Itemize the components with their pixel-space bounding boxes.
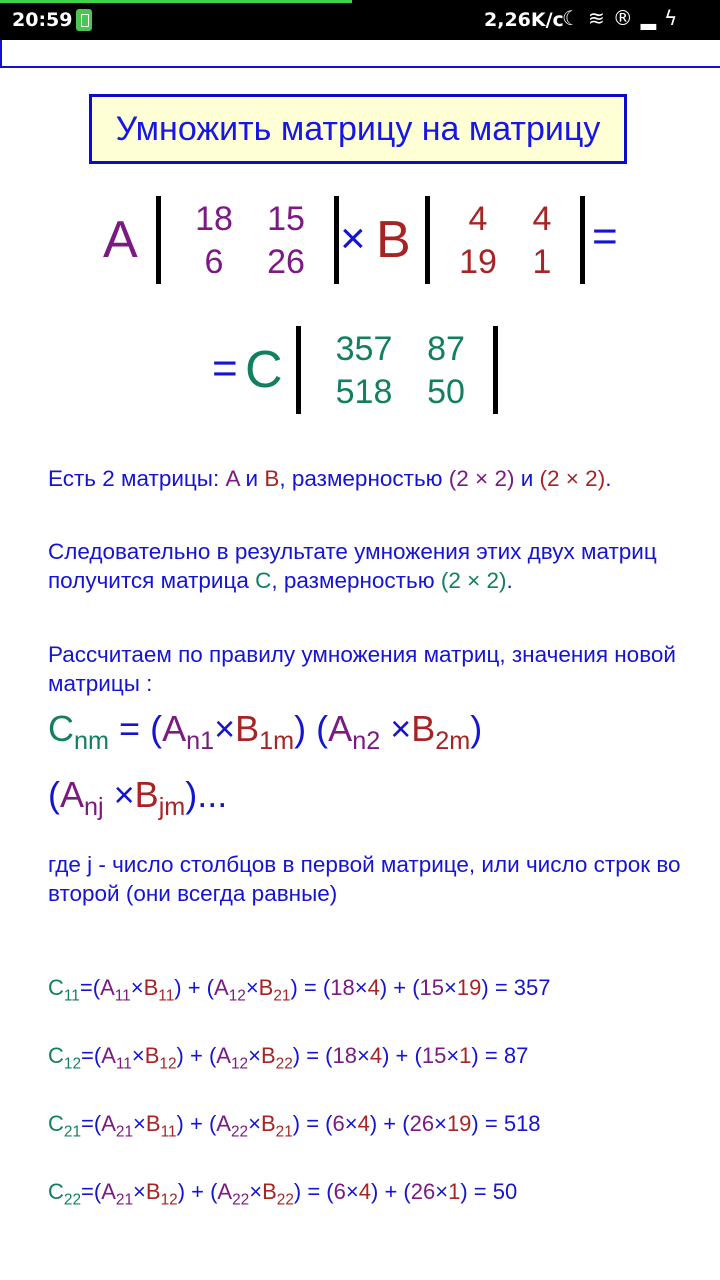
calc-operator: ( — [92, 975, 101, 1000]
calc-term: 21 — [115, 1123, 134, 1141]
calc-operator: × — [345, 1179, 359, 1204]
calc-result: 357 — [513, 975, 551, 1000]
calc-matrix-ref: A — [216, 1043, 231, 1068]
calc-result: 518 — [503, 1111, 541, 1136]
formula-paren: ( — [48, 774, 60, 815]
calc-operator: × — [344, 1111, 358, 1136]
calc-operator: ) — [481, 975, 489, 1000]
calc-operator: ) = ( — [290, 975, 331, 1000]
calc-term: 4 — [358, 1179, 371, 1204]
formula-paren: ( — [316, 708, 329, 749]
wifi-icon: ≋ — [587, 6, 613, 30]
calc-matrix-ref: A — [101, 1179, 116, 1204]
paragraph-result-info — [48, 537, 688, 595]
calc-operator: ) = ( — [293, 1179, 334, 1204]
calc-matrix-ref: B — [144, 1043, 160, 1068]
text: , размерностью — [279, 466, 449, 491]
calc-operator: = — [488, 975, 514, 1000]
calc-term: C — [48, 975, 64, 1000]
calc-term: 21 — [275, 1123, 293, 1141]
status-time: 20:59 — [12, 9, 73, 31]
formula-times: × — [390, 708, 412, 749]
matrix-c-cell: 50 — [427, 373, 465, 411]
calc-matrix-ref: B — [258, 975, 274, 1000]
times-sign: × — [340, 214, 366, 263]
calc-term: C — [48, 1179, 64, 1204]
formula-a: A — [162, 708, 187, 749]
text: Следовательно в результате умножения этих двух матриц получится матрица — [48, 539, 657, 593]
calc-operator: × — [446, 1043, 460, 1068]
calc-operator: = — [478, 1111, 504, 1136]
calc-operator: ( — [93, 1043, 102, 1068]
status-icons — [562, 6, 685, 30]
calc-operator: ( — [93, 1111, 102, 1136]
calc-matrix-ref: A — [214, 975, 229, 1000]
calculation-line — [48, 974, 708, 1009]
matrix-c-dim: (2 × 2) — [440, 568, 507, 593]
matrix-b-cell: 1 — [532, 243, 552, 281]
matrix-c-ref: C — [255, 568, 272, 593]
flash-icon: ϟ — [664, 6, 686, 30]
calc-term: 19 — [446, 1111, 472, 1136]
calc-term: 21 — [273, 987, 291, 1005]
formula-c: C — [48, 708, 74, 749]
calc-term: 15 — [419, 975, 445, 1000]
matrix-b-cell: 4 — [468, 200, 488, 238]
calc-matrix-ref: B — [262, 1179, 277, 1204]
page-title: Умножить матрицу на матрицу — [89, 94, 627, 164]
calc-term: 11 — [114, 987, 131, 1005]
calc-term: 11 — [63, 987, 80, 1005]
matrix-a-bar-right — [334, 196, 339, 284]
calc-matrix-ref: B — [145, 1111, 161, 1136]
calc-matrix-ref: A — [101, 1043, 116, 1068]
calc-operator: ) = ( — [292, 1111, 333, 1136]
matrix-b-bar-left — [425, 196, 430, 284]
matrix-b-ref: B — [264, 466, 280, 491]
matrix-a-dim: (2 × 2) — [448, 466, 515, 491]
calc-matrix-ref: A — [100, 975, 115, 1000]
calc-operator: × — [133, 1179, 146, 1204]
signal-icon: ▂ — [640, 6, 665, 30]
matrix-a-ref: A — [225, 466, 240, 491]
calc-operator: ) — [471, 1111, 479, 1136]
calculation-line — [48, 1042, 708, 1077]
calc-term: 12 — [159, 1055, 177, 1073]
calc-term: 11 — [115, 1055, 132, 1073]
calc-term: 22 — [230, 1123, 249, 1141]
formula-sub: nj — [84, 793, 104, 822]
moon-icon: ☾ — [562, 6, 588, 30]
text: . — [605, 466, 612, 491]
registered-icon: ® — [612, 6, 641, 30]
calc-operator: × — [434, 1111, 447, 1136]
calc-term: 15 — [421, 1043, 447, 1068]
calc-operator: = — [81, 1043, 94, 1068]
text: и — [514, 466, 540, 491]
calc-term: 1 — [459, 1043, 472, 1068]
calc-term: 21 — [63, 1123, 82, 1141]
calc-operator: × — [248, 1111, 261, 1136]
calculation-line — [48, 1110, 708, 1145]
previous-section-box — [0, 40, 720, 68]
formula-b: B — [134, 774, 159, 815]
calc-operator: = — [81, 1111, 94, 1136]
calc-operator: ) + ( — [176, 1043, 217, 1068]
calc-term: 12 — [228, 987, 246, 1005]
calc-operator: = — [81, 1179, 94, 1204]
calc-result: 50 — [492, 1179, 518, 1204]
paragraph-rule: Рассчитаем по правилу умножения матриц, значения новой матрицы : — [48, 642, 676, 696]
matrix-c-cell: 87 — [427, 330, 465, 368]
calc-operator: × — [249, 1179, 263, 1204]
calc-operator: × — [354, 975, 368, 1000]
calc-term: 18 — [332, 1043, 357, 1068]
calc-term: 22 — [276, 1191, 294, 1209]
paragraph-j-note: где j - число столбцов в первой матрице, или число строк во второй (они всегда равные) — [48, 852, 681, 906]
formula-ellipsis: ... — [197, 774, 228, 815]
calc-matrix-ref: A — [217, 1179, 233, 1204]
matrix-a-cell: 18 — [195, 200, 233, 238]
formula-times: × — [113, 774, 135, 815]
calc-term: 18 — [330, 975, 355, 1000]
calc-term: 4 — [357, 1111, 370, 1136]
calc-term: 12 — [63, 1055, 82, 1073]
battery-icon — [76, 9, 92, 31]
calc-term: 11 — [158, 987, 175, 1005]
formula-times: × — [214, 708, 236, 749]
matrix-a-bar-left — [156, 196, 161, 284]
formula-paren: ) — [185, 774, 198, 815]
matrix-b-dim: (2 × 2) — [539, 466, 606, 491]
equals-sign: = — [592, 212, 618, 261]
formula-a: A — [328, 708, 353, 749]
matrix-c-bar-left — [296, 326, 301, 414]
text: и — [239, 466, 265, 491]
calc-matrix-ref: A — [216, 1111, 231, 1136]
text: . — [506, 568, 513, 593]
calc-operator: × — [245, 975, 259, 1000]
calc-operator: ) — [460, 1179, 468, 1204]
calc-operator: × — [356, 1043, 370, 1068]
calc-matrix-ref: B — [145, 1179, 161, 1204]
formula-sub: nm — [74, 727, 109, 756]
formula-sub: 1m — [259, 727, 295, 756]
text: Есть 2 матрицы: — [48, 466, 226, 491]
matrix-b-cell: 19 — [459, 243, 497, 281]
calc-result: 87 — [503, 1043, 529, 1068]
calc-term: 11 — [160, 1123, 177, 1141]
matrix-c-cell: 518 — [335, 373, 393, 411]
matrix-a-cell: 6 — [204, 243, 224, 281]
calc-term: 4 — [369, 1043, 383, 1068]
matrix-a-cell: 26 — [267, 243, 305, 281]
formula-b: B — [235, 708, 260, 749]
status-net-speed: 2,26K/c — [484, 9, 564, 31]
calc-term: 6 — [332, 1111, 345, 1136]
calc-operator: ) + ( — [382, 1043, 422, 1068]
calc-operator: × — [435, 1179, 449, 1204]
calc-operator: ) + ( — [177, 1179, 218, 1204]
calc-operator: = — [79, 975, 93, 1000]
calc-operator: ) = ( — [292, 1043, 333, 1068]
formula-paren: ( — [150, 708, 163, 749]
formula-eq: = — [119, 708, 141, 749]
formula-a: A — [60, 774, 85, 815]
calc-matrix-ref: B — [260, 1043, 276, 1068]
matrix-c-bar-right — [493, 326, 498, 414]
formula-sub: 2m — [435, 727, 471, 756]
calc-matrix-ref: B — [260, 1111, 276, 1136]
calc-operator: × — [248, 1043, 261, 1068]
calc-operator: × — [130, 975, 144, 1000]
paragraph-matrices-info — [48, 464, 688, 493]
calc-term: C — [48, 1043, 64, 1068]
calculation-line — [48, 1178, 708, 1213]
matrix-c-cell: 357 — [335, 330, 393, 368]
matrix-a-cell: 15 — [267, 200, 305, 238]
general-formula-line1 — [48, 708, 482, 756]
matrix-b-cell: 4 — [532, 200, 552, 238]
calc-term: 4 — [367, 975, 380, 1000]
calc-term: 6 — [333, 1179, 346, 1204]
calc-operator: ) + ( — [379, 975, 420, 1000]
calc-operator: = — [478, 1043, 504, 1068]
calc-term: 26 — [410, 1179, 436, 1204]
formula-paren: ) — [294, 708, 307, 749]
formula-sub: jm — [158, 793, 186, 822]
calc-operator: ) + ( — [176, 1111, 217, 1136]
calc-operator: × — [133, 1111, 146, 1136]
calc-term: 22 — [232, 1191, 250, 1209]
calc-operator: ( — [93, 1179, 102, 1204]
calc-matrix-ref: A — [101, 1111, 116, 1136]
page-load-progress — [0, 0, 352, 3]
calc-operator: × — [131, 1043, 145, 1068]
calc-term: 26 — [409, 1111, 435, 1136]
formula-sub: n2 — [352, 727, 381, 756]
matrix-a-label: A — [103, 211, 138, 269]
calc-term: C — [48, 1111, 64, 1136]
matrix-c-label: C — [245, 341, 283, 399]
calc-operator: ) + ( — [371, 1179, 411, 1204]
equals-sign: = — [212, 344, 238, 393]
calc-term: 22 — [275, 1055, 293, 1073]
calc-operator: ) + ( — [369, 1111, 410, 1136]
matrix-b-label: B — [376, 211, 411, 269]
calc-operator: = — [467, 1179, 493, 1204]
calc-term: 12 — [230, 1055, 249, 1073]
calc-term: 1 — [448, 1179, 461, 1204]
status-bar — [0, 0, 720, 40]
calc-operator: ) + ( — [174, 975, 214, 1000]
calc-term: 12 — [160, 1191, 178, 1209]
calc-term: 22 — [63, 1191, 82, 1209]
calc-operator: × — [444, 975, 457, 1000]
general-formula-line2 — [48, 774, 227, 822]
matrix-b-bar-right — [580, 196, 585, 284]
formula-sub: n1 — [186, 727, 215, 756]
text: , размерностью — [271, 568, 441, 593]
calc-term: 19 — [456, 975, 482, 1000]
calc-operator: ) — [471, 1043, 479, 1068]
calc-term: 21 — [115, 1191, 134, 1209]
calc-matrix-ref: B — [143, 975, 159, 1000]
formula-paren: ) — [470, 708, 483, 749]
formula-b: B — [411, 708, 436, 749]
